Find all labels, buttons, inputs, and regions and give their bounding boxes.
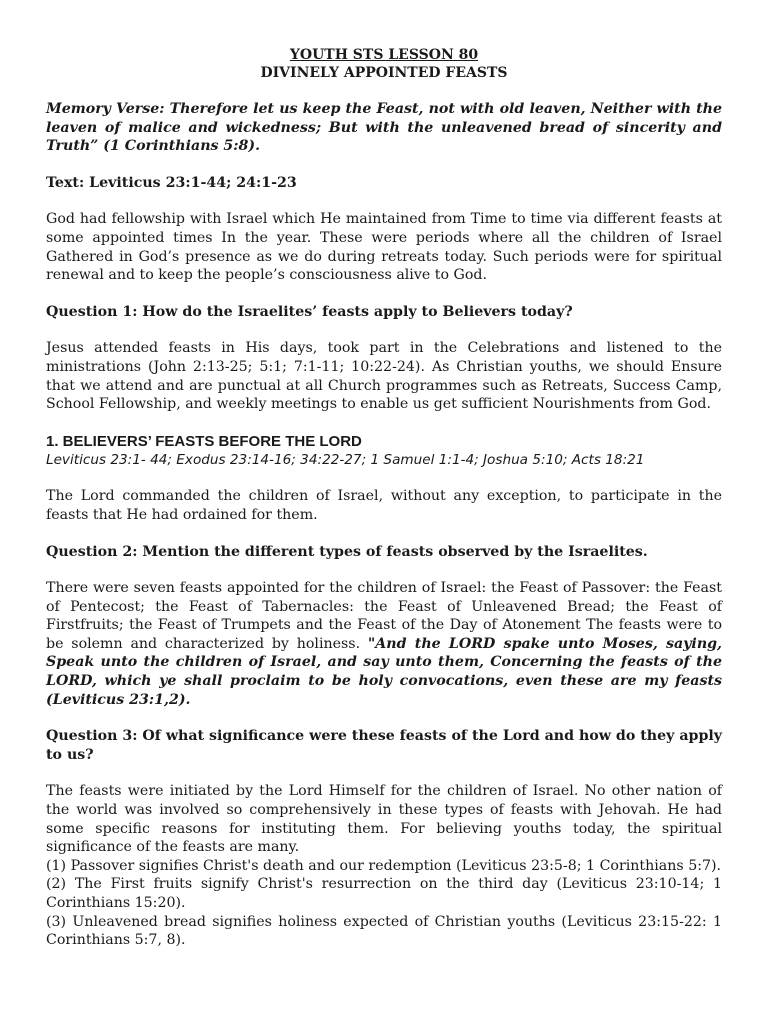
memory-verse: Memory Verse: Therefore let us keep the Feast, not with old leaven, Neither with the leaven of malice and wickedness; But with the unleavened bread of sincerity and Truth” (1 Corinthians 5:8). (46, 101, 722, 155)
question-3: Question 3: Of what significance were these feasts of the Lord and how do they apply to us? (46, 728, 722, 763)
lesson-subtitle: DIVINELY APPOINTED FEASTS (260, 65, 508, 81)
list-item: (3) Unleavened bread signifies holiness expected of Christian youths (Leviticus 23:15-22: 1 Corinthians 5:7, 8). (46, 913, 722, 949)
answer-2 (46, 579, 722, 709)
question-2: Question 2: Mention the different types of feasts observed by the Israelites. (46, 543, 648, 560)
question-1: Question 1: How do the Israelites’ feasts apply to Believers today? (46, 303, 573, 320)
section-heading: 1. BELIEVERS’ FEASTS BEFORE THE LORD (46, 432, 362, 450)
text-reference: Text: Leviticus 23:1-44; 24:1-23 (46, 174, 297, 191)
answer-1: Jesus attended feasts in His days, took part in the Celebrations and listened to the ministrations (John 2:13-25; 5:1; 7:1-11; 10:22-24). As Christian youths, we should Ensure that we attend and are punctual at all Church programmes such as Retreats, Success Camp, School Fellowship, and weekly meetings to enable us get sufficient Nourishments from God. (46, 340, 722, 413)
list-item: (2) The First fruits signify Christ's resurrection on the third day (Leviticus 23:10-14; 1 Corinthians 15:20). (46, 876, 722, 911)
answer-2-quote: "And the LORD spake unto Moses, saying, Speak unto the children of Israel, and say unto them, Concerning the feasts of the LORD, which ye shall proclaim to be holy convocations, even these are my feasts (Leviticus 23:1,2). (46, 635, 722, 708)
answer-3: The feasts were initiated by the Lord Himself for the children of Israel. No other nation of the world was involved so comprehensively in these types of feasts with Jehovah. He had some specific reasons for instituting them. For believing youths today, the spiritual significance of the feasts are many. (46, 783, 722, 856)
section-references: Leviticus 23:1- 44; Exodus 23:14-16; 34:22-27; 1 Samuel 1:1-4; Joshua 5:10; Acts 18:21 (46, 451, 645, 468)
section-body: The Lord commanded the children of Israel, without any exception, to participate in the feasts that He had ordained for them. (46, 488, 722, 523)
list-item: (1) Passover signifies Christ's death and our redemption (Leviticus 23:5-8; 1 Corinthians 5:7). (46, 857, 722, 874)
lesson-title: YOUTH STS LESSON 80 (289, 47, 479, 63)
intro-paragraph: God had fellowship with Israel which He maintained from Time to time via different feasts at some appointed times In the year. These were periods where all the children of Israel Gathered in God’s presence as we do during retreats today. Such periods were for spiritual renewal and to keep the people’s consciousness alive to God. (46, 211, 722, 284)
answer-2-text: There were seven feasts appointed for the children of Israel: the Feast of Passover: the Feast of Pentecost; the Feast of Tabernacles: the Feast of Unleavened Bread; the Feast of Firstfruits; the Feast of Trumpets and the Feast of the Day of Atonement The feasts were to be solemn and characterized by holiness. (46, 580, 722, 652)
